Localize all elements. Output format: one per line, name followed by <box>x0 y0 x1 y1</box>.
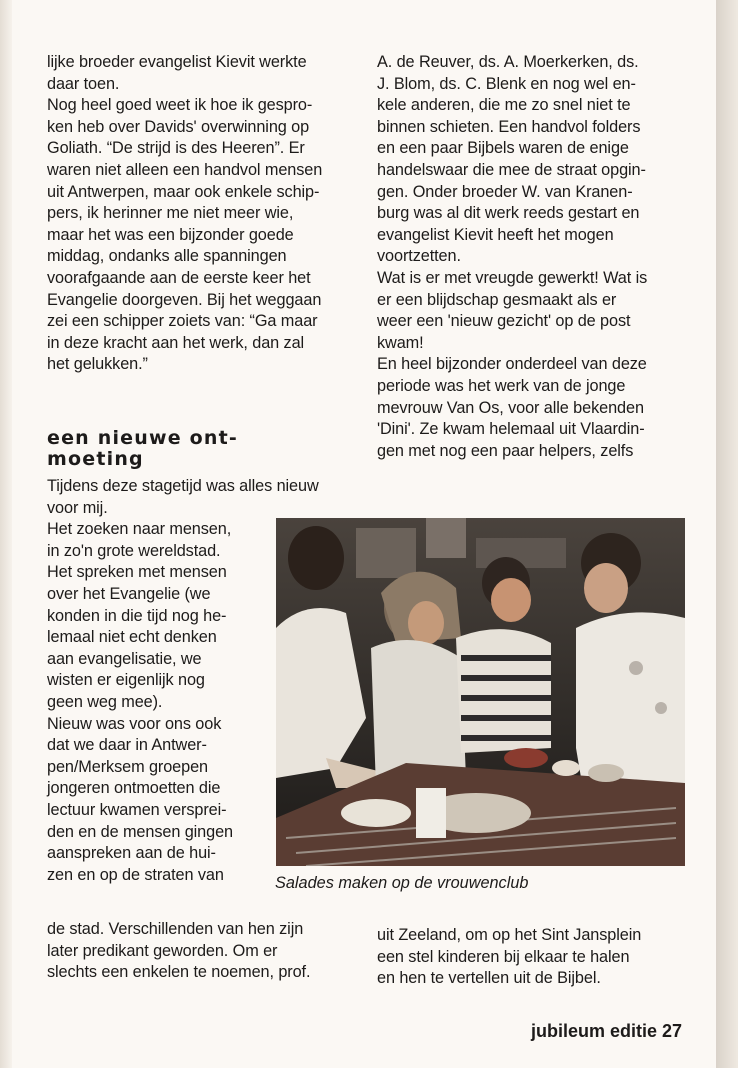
text-line: J. Blom, ds. C. Blenk en nog wel en- <box>377 74 636 93</box>
text-line: den en de mensen gingen <box>47 822 233 841</box>
text-line: voor mij. <box>47 498 108 517</box>
text-line: pen/Merksem groepen <box>47 757 209 776</box>
text-line: uit Zeeland, om op het Sint Jansplein <box>377 926 642 944</box>
right-column-text <box>377 52 695 462</box>
text-line: Nog heel goed weet ik hoe ik gespro- <box>47 96 313 115</box>
text-line: 'Dini'. Ze kwam helemaal uit Vlaardin- <box>377 420 645 439</box>
text-line: handelswaar die mee de straat opgin- <box>377 160 646 179</box>
text-line: en een paar Bijbels waren de enige <box>377 139 629 158</box>
text-line: in zo'n grote wereldstad. <box>47 541 221 560</box>
text-line: later predikant geworden. Om er <box>47 941 278 960</box>
text-line: dat we daar in Antwer- <box>47 736 207 755</box>
text-line: periode was het werk van de jonge <box>377 376 626 395</box>
left-column-text <box>47 52 365 376</box>
heading-line: een nieuwe ont- <box>47 427 238 449</box>
text-line: pers, ik herinner me niet meer wie, <box>47 204 294 223</box>
text-line: voorafgaande aan de eerste keer het <box>47 268 311 287</box>
text-line: Het spreken met mensen <box>47 563 227 582</box>
text-line: de stad. Verschillenden van hen zijn <box>47 920 304 938</box>
bottom-right-text <box>377 925 695 990</box>
text-line: Evangelie doorgeven. Bij het weggaan <box>47 290 322 309</box>
photo-caption: Salades maken op de vrouwenclub <box>275 874 529 892</box>
text-line: binnen schieten. Een handvol folders <box>377 117 641 136</box>
page-footer-label: jubileum editie 27 <box>530 1021 682 1041</box>
narrow-column-text <box>47 476 319 886</box>
text-line: uit Antwerpen, maar ook enkele schip- <box>47 182 320 201</box>
text-line: mevrouw Van Os, voor alle bekenden <box>377 398 644 417</box>
heading-line: moeting <box>47 448 144 470</box>
text-line: Nieuw was voor ons ook <box>47 714 222 733</box>
text-line: burg was al dit werk reeds gestart en <box>377 204 640 223</box>
text-line: kele anderen, die me zo snel niet te <box>377 96 631 115</box>
text-line: Het zoeken naar mensen, <box>47 520 232 539</box>
text-line: gen. Onder broeder W. van Kranen- <box>377 182 633 201</box>
text-line: voortzetten. <box>377 247 461 266</box>
bottom-left-text <box>47 919 365 984</box>
text-line: in deze kracht aan het werk, dan zal <box>47 333 305 352</box>
text-line: gen met nog een paar helpers, zelfs <box>377 441 634 460</box>
photo-illustration <box>276 518 685 866</box>
text-line: wisten er eigenlijk nog <box>47 671 205 690</box>
text-line: lectuur kwamen versprei- <box>47 800 227 819</box>
text-line: aan evangelisatie, we <box>47 649 202 668</box>
text-line: geen weg mee). <box>47 692 163 711</box>
text-line: A. de Reuver, ds. A. Moerkerken, ds. <box>377 53 639 71</box>
text-line: En heel bijzonder onderdeel van deze <box>377 355 647 374</box>
text-line: weer een 'nieuw gezicht' op de post <box>377 312 631 331</box>
text-line: zei een schipper zoiets van: “Ga maar <box>47 312 318 331</box>
text-line: zen en op de straten van <box>47 865 224 884</box>
text-line: het gelukken.” <box>47 355 148 374</box>
text-line: middag, ondanks alle spanningen <box>47 247 287 266</box>
page-edge-shadow <box>716 0 738 1068</box>
text-line: Goliath. “De strijd is des Heeren”. Er <box>47 139 305 158</box>
section-heading <box>47 428 367 470</box>
text-line: slechts een enkelen te noemen, prof. <box>47 963 311 982</box>
page-binding-edge <box>0 0 12 1068</box>
text-line: jongeren ontmoetten die <box>47 779 221 798</box>
text-line: er een blijdschap gesmaakt als er <box>377 290 617 309</box>
text-line: evangelist Kievit heeft het mogen <box>377 225 614 244</box>
text-line: Tijdens deze stagetijd was alles nieuw <box>47 477 319 495</box>
text-line: en hen te vertellen uit de Bijbel. <box>377 969 601 988</box>
text-line: lemaal niet echt denken <box>47 628 217 647</box>
article-photo <box>276 518 685 866</box>
text-line: konden in die tijd nog he- <box>47 606 227 625</box>
text-line: aanspreken aan de hui- <box>47 844 216 863</box>
text-line: maar het was een bijzonder goede <box>47 225 294 244</box>
text-line: ken heb over Davids' overwinning op <box>47 117 310 136</box>
text-line: een stel kinderen bij elkaar te halen <box>377 947 630 966</box>
text-line: daar toen. <box>47 74 120 93</box>
text-line: Wat is er met vreugde gewerkt! Wat is <box>377 268 648 287</box>
text-line: lijke broeder evangelist Kievit werkte <box>47 53 307 71</box>
text-line: over het Evangelie (we <box>47 584 211 603</box>
text-line: kwam! <box>377 333 424 352</box>
text-line: waren niet alleen een handvol mensen <box>47 160 323 179</box>
